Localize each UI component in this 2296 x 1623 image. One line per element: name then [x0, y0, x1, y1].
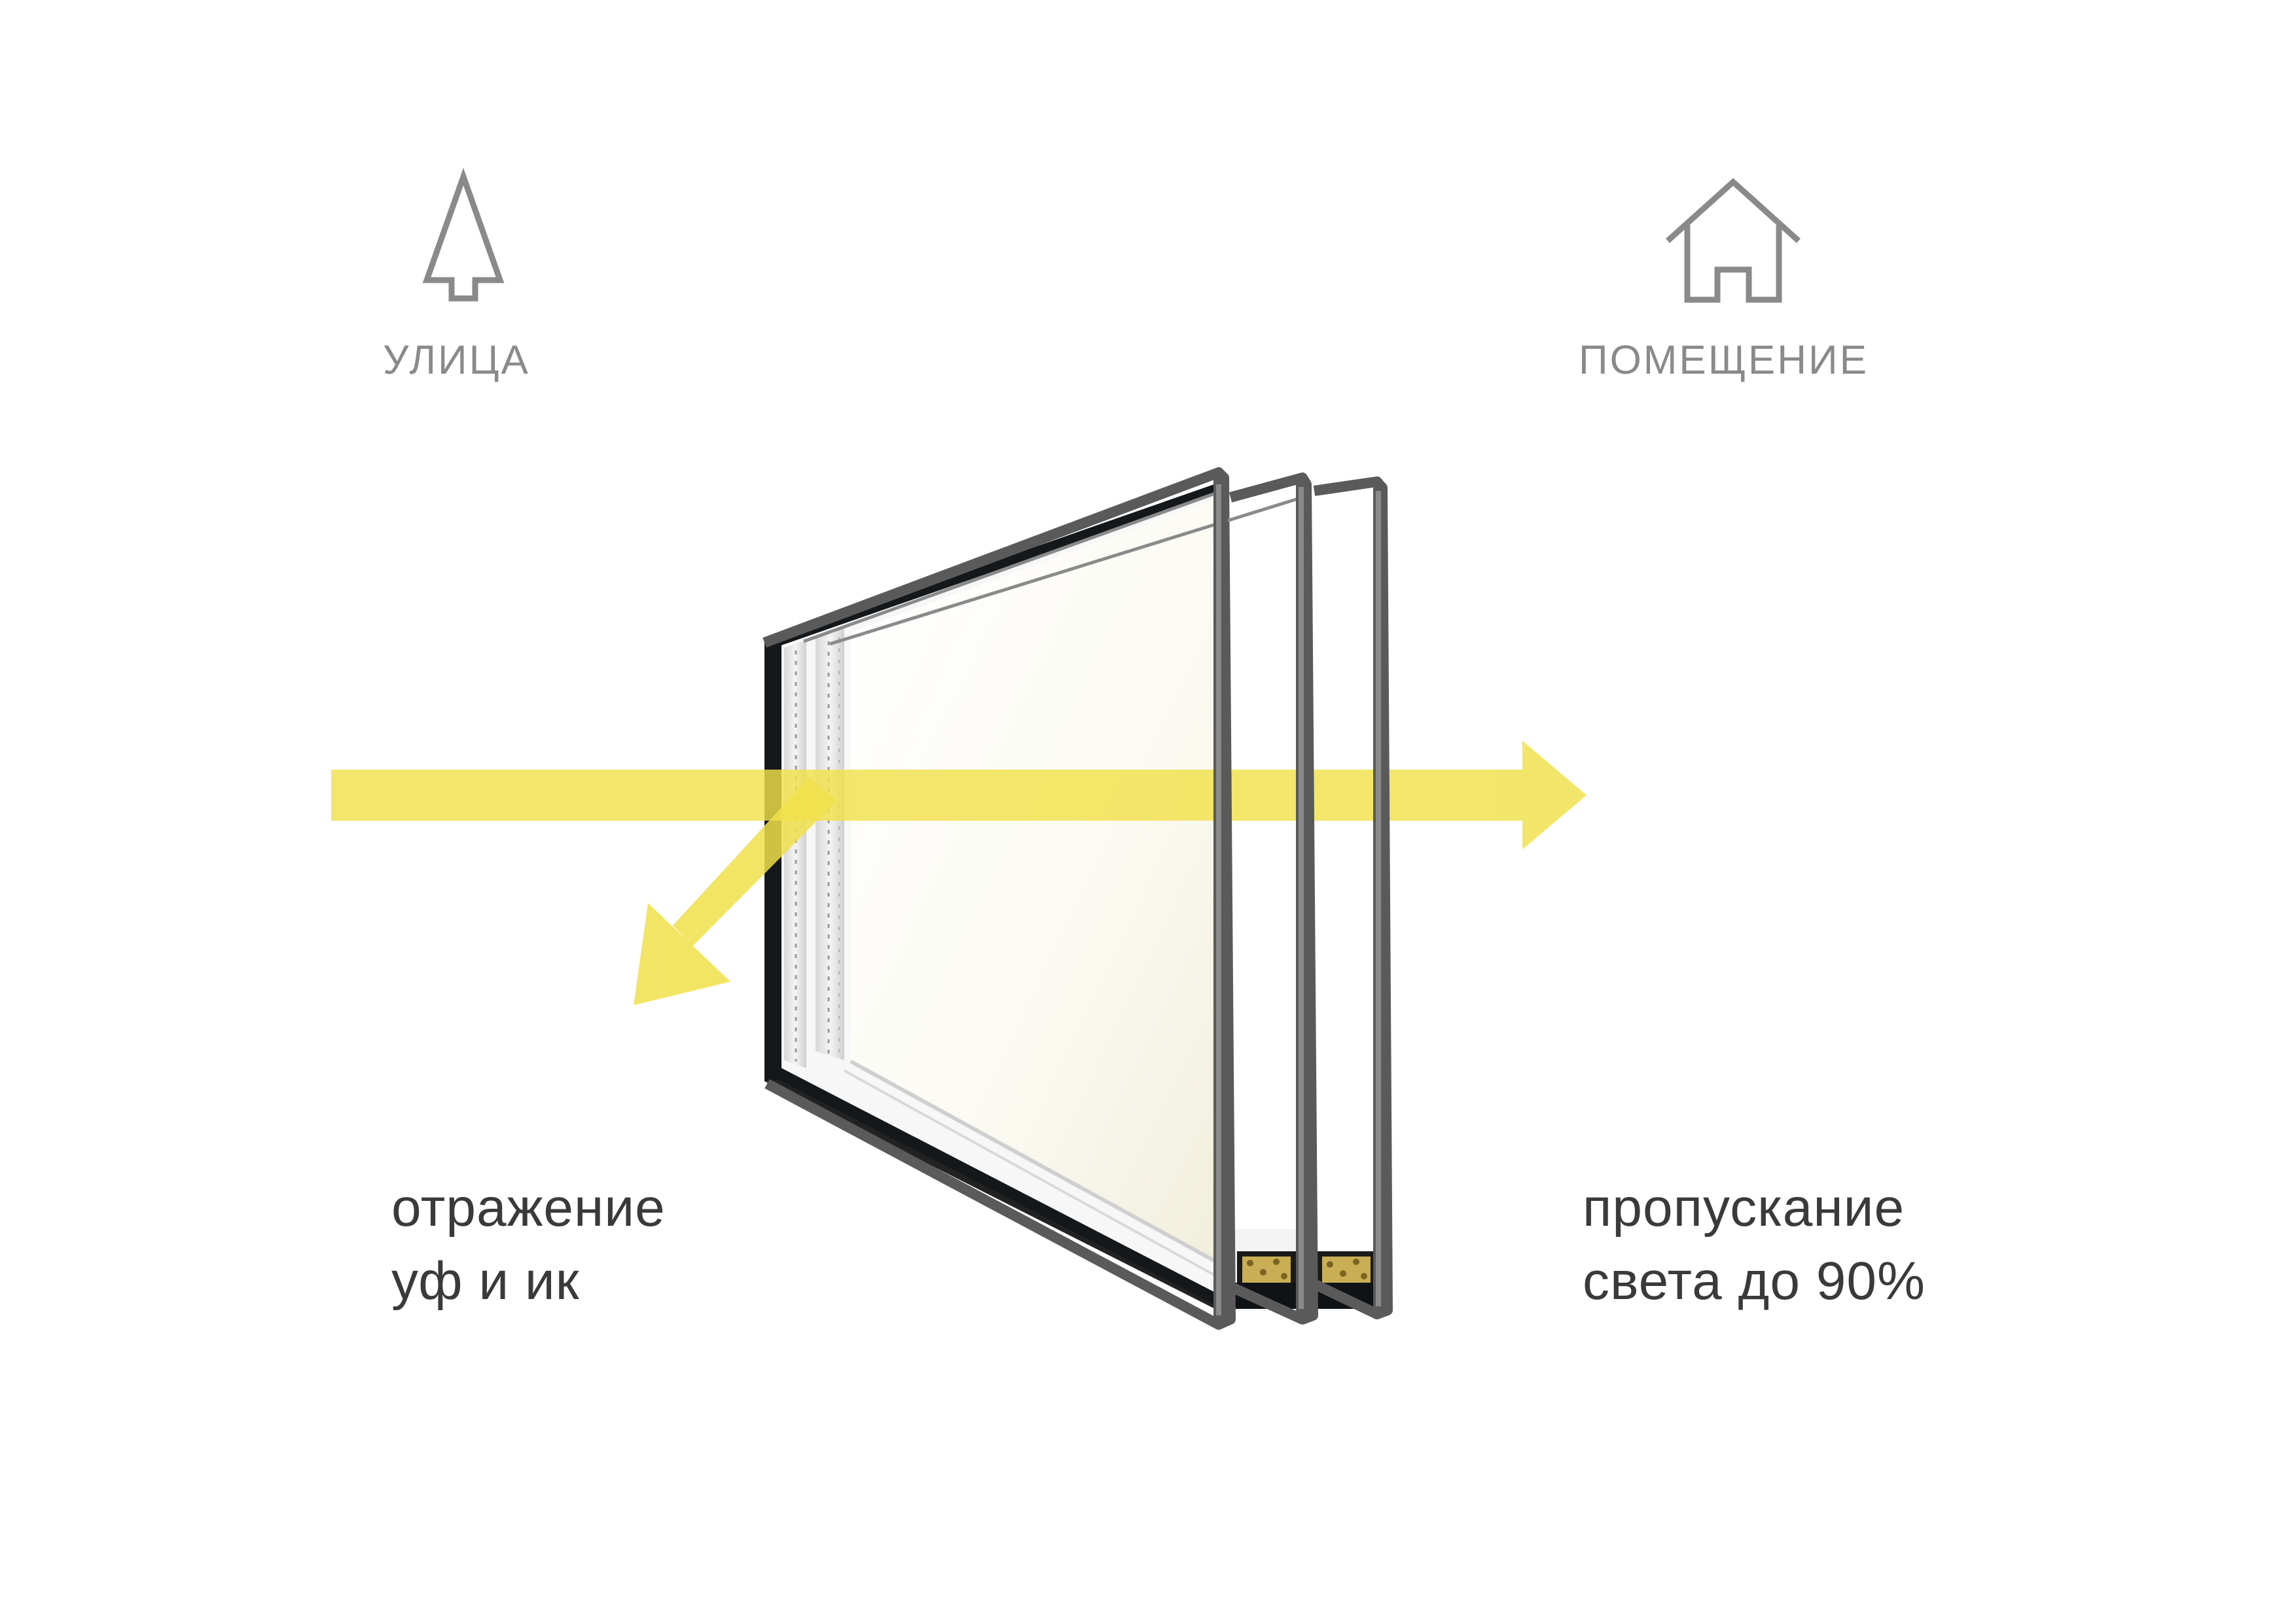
pane-edges [1213, 474, 1388, 1322]
transmission-caption [1583, 1171, 1926, 1318]
reflection-line-1: отражение [391, 1178, 666, 1238]
transmission-line-1: пропускание [1583, 1178, 1905, 1238]
reflection-line-2: уф и ик [391, 1251, 580, 1311]
desiccant-left [1240, 1254, 1293, 1285]
inside-label: ПОМЕЩЕНИЕ [1579, 338, 1869, 383]
reflection-caption [391, 1171, 666, 1318]
transmission-line-2: света до 90% [1583, 1251, 1926, 1311]
desiccant-right [1319, 1254, 1373, 1285]
house-icon [1668, 182, 1799, 300]
outside-label: УЛИЦА [383, 338, 530, 383]
tree-icon [427, 177, 500, 298]
